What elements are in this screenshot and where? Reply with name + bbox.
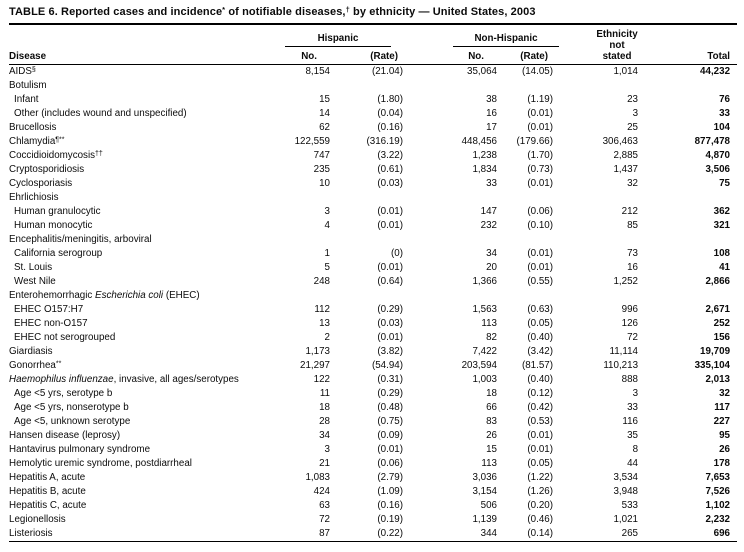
- disease-name-cell: Age <5 yrs, nonserotype b: [14, 402, 129, 413]
- disease-row: [9, 93, 737, 107]
- disease-row: [9, 373, 737, 387]
- table-body: [9, 65, 737, 542]
- ethnicity-not-stated-cell: 116: [622, 416, 639, 427]
- hispanic-rate-cell: (0.09): [377, 430, 403, 441]
- disease-row: [9, 107, 737, 121]
- hispanic-rate-cell: (0.29): [377, 388, 403, 399]
- disease-name-cell: Gonorrhea**: [9, 360, 62, 371]
- ethnicity-header-line-3: stated: [602, 51, 632, 62]
- nonhispanic-rate-cell: (0.01): [527, 444, 554, 455]
- hispanic-no-header: No.: [259, 47, 330, 65]
- total-cell: 321: [713, 220, 731, 231]
- disease-group-row: [9, 79, 737, 93]
- disease-name-cell: Human granulocytic: [14, 206, 101, 217]
- table-title: TABLE 6. Reported cases and incidence* of notifiable diseases,† by ethnicity — United States, 2003: [9, 5, 737, 25]
- disease-name-cell: Hepatitis A, acute: [9, 472, 86, 483]
- hispanic-rate-cell: (0.64): [377, 276, 403, 287]
- hispanic-rate-cell: (0.01): [377, 332, 403, 343]
- total-cell: 4,870: [705, 150, 731, 161]
- hispanic-no-cell: 2: [324, 332, 330, 343]
- ethnicity-not-stated-cell: 35: [627, 430, 639, 441]
- hispanic-rate-cell: (2.79): [377, 472, 403, 483]
- hispanic-rate-cell: (0.16): [377, 122, 403, 133]
- nonhispanic-rate-cell: (0.53): [527, 416, 554, 427]
- hispanic-no-cell: 424: [313, 486, 330, 497]
- disease-name-cell: Chlamydia¶**: [9, 136, 65, 147]
- disease-name-cell: Other (includes wound and unspecified): [14, 108, 187, 119]
- disease-row: [9, 331, 737, 345]
- nonhispanic-no-cell: 1,834: [472, 164, 497, 175]
- disease-name-cell: St. Louis: [14, 262, 53, 273]
- non-hispanic-rate-header: (Rate): [497, 47, 553, 65]
- nonhispanic-no-cell: 66: [486, 402, 497, 413]
- hispanic-no-cell: [259, 79, 330, 93]
- total-cell: 1,102: [705, 500, 731, 511]
- total-cell: 2,013: [705, 374, 731, 385]
- hispanic-rate-cell: [330, 233, 403, 247]
- disease-row: [9, 415, 737, 429]
- hispanic-rate-cell: (0.22): [377, 528, 403, 539]
- hispanic-no-cell: 28: [319, 416, 330, 427]
- hispanic-rate-cell: (0.19): [377, 514, 403, 525]
- hispanic-rate-cell: (1.09): [377, 486, 403, 497]
- hispanic-no-cell: 1: [324, 248, 330, 259]
- total-cell: 227: [713, 416, 731, 427]
- total-cell: 7,653: [705, 472, 731, 483]
- disease-name-cell: Giardiasis: [9, 346, 53, 357]
- nonhispanic-rate-cell: (0.20): [527, 500, 554, 511]
- nonhispanic-rate-cell: (179.66): [516, 136, 554, 147]
- hispanic-no-cell: 122: [313, 374, 330, 385]
- ethnicity-not-stated-cell: 3: [632, 108, 639, 119]
- hispanic-rate-cell: (54.94): [371, 360, 403, 371]
- hispanic-no-cell: 1,083: [305, 472, 330, 483]
- nonhispanic-no-cell: 3,036: [472, 472, 497, 483]
- total-cell: 19,709: [700, 346, 731, 357]
- nonhispanic-no-cell: 113: [481, 458, 497, 469]
- total-cell: 696: [713, 528, 731, 539]
- hispanic-no-cell: 72: [319, 514, 330, 525]
- nonhispanic-rate-cell: (0.63): [527, 304, 554, 315]
- hispanic-rate-cell: (1.80): [377, 94, 403, 105]
- ethnicity-not-stated-cell: 3,948: [613, 486, 639, 497]
- nonhispanic-rate-cell: (0.01): [527, 108, 554, 119]
- disease-name-cell: Ehrlichiosis: [9, 192, 59, 203]
- nonhispanic-no-cell: 17: [486, 122, 497, 133]
- disease-row: [9, 135, 737, 149]
- ethnicity-not-stated-cell: 25: [627, 122, 639, 133]
- ethnicity-not-stated-cell: 73: [627, 248, 639, 259]
- hispanic-no-cell: 235: [313, 164, 330, 175]
- hispanic-rate-cell: (0): [391, 248, 403, 259]
- total-cell: [645, 191, 737, 205]
- disease-name-cell: Infant: [14, 94, 39, 105]
- ethnicity-not-stated-cell: 888: [621, 374, 639, 385]
- disease-name-cell: Hantavirus pulmonary syndrome: [9, 444, 151, 455]
- disease-name-cell: Encephalitis/meningitis, arboviral: [9, 234, 152, 245]
- nonhispanic-no-cell: 7,422: [472, 346, 497, 357]
- total-cell: 2,671: [705, 304, 731, 315]
- nonhispanic-rate-cell: (0.73): [527, 164, 554, 175]
- disease-row: [9, 345, 737, 359]
- nonhispanic-rate-cell: (0.01): [527, 122, 554, 133]
- nonhispanic-no-cell: [403, 191, 497, 205]
- nonhispanic-no-cell: 34: [486, 248, 497, 259]
- nonhispanic-rate-cell: (0.05): [527, 458, 554, 469]
- disease-name-cell: Hansen disease (leprosy): [9, 430, 121, 441]
- disease-group-row: [9, 289, 737, 303]
- hispanic-no-cell: 62: [319, 122, 330, 133]
- nonhispanic-rate-cell: [497, 289, 553, 303]
- hispanic-no-cell: 248: [313, 276, 330, 287]
- ethnicity-not-stated-cell: 126: [621, 318, 639, 329]
- nonhispanic-rate-cell: (0.14): [527, 528, 554, 539]
- disease-row: [9, 499, 737, 513]
- nonhispanic-no-cell: 1,238: [472, 150, 497, 161]
- nonhispanic-no-cell: 16: [486, 108, 497, 119]
- hispanic-rate-cell: [330, 191, 403, 205]
- hispanic-group-header: Hispanic: [285, 33, 391, 47]
- nonhispanic-no-cell: 26: [486, 430, 497, 441]
- hispanic-rate-cell: (0.06): [377, 458, 403, 469]
- total-cell: [645, 233, 737, 247]
- total-cell: 32: [719, 388, 731, 399]
- disease-name-cell: EHEC not serogrouped: [14, 332, 116, 343]
- total-cell: 33: [719, 108, 731, 119]
- table-header: [9, 25, 737, 65]
- disease-row: [9, 513, 737, 527]
- nonhispanic-no-cell: 1,563: [472, 304, 497, 315]
- disease-column-header: Disease: [9, 25, 259, 65]
- hispanic-no-cell: 13: [319, 318, 330, 329]
- ethnicity-not-stated-cell: [553, 191, 645, 205]
- nonhispanic-rate-cell: [497, 79, 553, 93]
- hispanic-rate-cell: (316.19): [366, 136, 403, 147]
- nonhispanic-no-cell: 113: [481, 318, 497, 329]
- nonhispanic-rate-cell: (14.05): [521, 66, 554, 77]
- ethnicity-not-stated-cell: 2,885: [613, 150, 639, 161]
- hispanic-no-cell: 34: [319, 430, 330, 441]
- disease-row: [9, 527, 737, 542]
- hispanic-rate-cell: (0.01): [377, 220, 403, 231]
- nonhispanic-rate-cell: (0.01): [527, 178, 554, 189]
- nonhispanic-no-cell: 232: [480, 220, 497, 231]
- ethnicity-not-stated-cell: 72: [627, 332, 639, 343]
- hispanic-no-cell: 63: [319, 500, 330, 511]
- disease-name-cell: Cryptosporidiosis: [9, 164, 85, 175]
- nonhispanic-no-cell: 35,064: [467, 66, 497, 77]
- disease-row: [9, 443, 737, 457]
- hispanic-no-cell: 112: [314, 304, 330, 315]
- ethnicity-header-line-2: not: [609, 40, 625, 51]
- disease-row: [9, 317, 737, 331]
- disease-name-cell: Haemophilus influenzae, invasive, all ages/serotypes: [9, 374, 239, 385]
- disease-row: [9, 121, 737, 135]
- hispanic-rate-cell: [330, 289, 403, 303]
- ethnicity-not-stated-cell: [553, 79, 645, 93]
- hispanic-no-cell: 3: [324, 206, 330, 217]
- disease-row: [9, 359, 737, 373]
- disease-name-cell: Age <5, unknown serotype: [14, 416, 131, 427]
- disease-name-cell: Legionellosis: [9, 514, 66, 525]
- ethnicity-not-stated-cell: 996: [621, 304, 639, 315]
- total-cell: 156: [713, 332, 731, 343]
- hispanic-rate-cell: (3.82): [377, 346, 403, 357]
- nonhispanic-no-cell: 82: [486, 332, 497, 343]
- hispanic-no-cell: 5: [324, 262, 330, 273]
- hispanic-rate-cell: [330, 79, 403, 93]
- nonhispanic-rate-cell: [497, 191, 553, 205]
- hispanic-rate-cell: (0.01): [377, 206, 403, 217]
- nonhispanic-rate-cell: (0.01): [527, 248, 554, 259]
- ethnicity-header-line-1: Ethnicity: [596, 29, 638, 40]
- disease-name-cell: Cyclosporiasis: [9, 178, 73, 189]
- hispanic-no-cell: [259, 289, 330, 303]
- total-cell: 2,232: [705, 514, 731, 525]
- ethnicity-not-stated-cell: 1,437: [613, 164, 639, 175]
- hispanic-rate-cell: (0.01): [377, 262, 403, 273]
- hispanic-no-cell: 18: [319, 402, 330, 413]
- disease-row: [9, 219, 737, 233]
- disease-name-cell: Age <5 yrs, serotype b: [14, 388, 113, 399]
- nonhispanic-rate-cell: (0.06): [527, 206, 554, 217]
- hispanic-rate-cell: (0.03): [377, 318, 403, 329]
- hispanic-rate-cell: (3.22): [377, 150, 403, 161]
- total-cell: 362: [713, 206, 731, 217]
- nonhispanic-no-cell: 83: [486, 416, 497, 427]
- total-cell: 7,526: [705, 486, 731, 497]
- nonhispanic-no-cell: [403, 79, 497, 93]
- disease-name-cell: EHEC non-O157: [14, 318, 88, 329]
- ethnicity-not-stated-cell: [553, 233, 645, 247]
- total-cell: 3,506: [705, 164, 731, 175]
- disease-row: [9, 401, 737, 415]
- nonhispanic-no-cell: 33: [486, 178, 497, 189]
- disease-group-row: [9, 191, 737, 205]
- disease-name-cell: West Nile: [14, 276, 56, 287]
- notifiable-diseases-table: [9, 25, 737, 542]
- hispanic-rate-cell: (0.31): [377, 374, 403, 385]
- hispanic-no-cell: 4: [324, 220, 330, 231]
- ethnicity-not-stated-cell: 8: [632, 444, 639, 455]
- disease-name-cell: Hepatitis C, acute: [9, 500, 87, 511]
- hispanic-no-cell: 15: [319, 94, 330, 105]
- hispanic-no-cell: 10: [319, 178, 330, 189]
- ethnicity-not-stated-cell: 3,534: [613, 472, 639, 483]
- disease-row: [9, 247, 737, 261]
- disease-name-cell: Hepatitis B, acute: [9, 486, 86, 497]
- hispanic-rate-cell: (0.03): [377, 178, 403, 189]
- ethnicity-not-stated-cell: 1,252: [613, 276, 639, 287]
- disease-row: [9, 429, 737, 443]
- nonhispanic-no-cell: 38: [486, 94, 497, 105]
- disease-name-cell: Coccidioidomycosis††: [9, 150, 103, 161]
- nonhispanic-no-cell: 1,366: [472, 276, 497, 287]
- nonhispanic-no-cell: [403, 233, 497, 247]
- ethnicity-not-stated-cell: 533: [621, 500, 639, 511]
- nonhispanic-rate-cell: (0.42): [527, 402, 554, 413]
- hispanic-rate-cell: (0.48): [377, 402, 403, 413]
- nonhispanic-rate-cell: (1.19): [527, 94, 554, 105]
- total-cell: 26: [719, 444, 731, 455]
- disease-row: [9, 485, 737, 499]
- hispanic-rate-cell: (0.04): [377, 108, 403, 119]
- ethnicity-not-stated-cell: 85: [627, 220, 639, 231]
- hispanic-no-cell: 21: [319, 458, 330, 469]
- nonhispanic-rate-cell: (1.70): [527, 150, 554, 161]
- disease-row: [9, 275, 737, 289]
- hispanic-no-cell: 21,297: [300, 360, 330, 371]
- disease-name-cell: Listeriosis: [9, 528, 53, 539]
- total-cell: [645, 79, 737, 93]
- total-cell: 252: [713, 318, 731, 329]
- nonhispanic-rate-cell: (0.05): [527, 318, 554, 329]
- disease-name-cell: Brucellosis: [9, 122, 57, 133]
- nonhispanic-no-cell: 1,003: [472, 374, 497, 385]
- disease-name-cell: Human monocytic: [14, 220, 93, 231]
- hispanic-rate-cell: (0.29): [377, 304, 403, 315]
- ethnicity-not-stated-cell: 32: [627, 178, 639, 189]
- nonhispanic-no-cell: 448,456: [461, 136, 497, 147]
- ethnicity-not-stated-cell: 1,014: [613, 66, 639, 77]
- hispanic-no-cell: 747: [313, 150, 330, 161]
- disease-row: [9, 205, 737, 219]
- nonhispanic-no-cell: 20: [486, 262, 497, 273]
- nonhispanic-rate-cell: [497, 233, 553, 247]
- nonhispanic-rate-cell: (81.57): [521, 360, 554, 371]
- disease-row: [9, 457, 737, 471]
- total-column-header: Total: [645, 25, 737, 65]
- total-cell: 335,104: [694, 360, 731, 371]
- total-cell: 108: [713, 248, 731, 259]
- nonhispanic-rate-cell: (0.55): [527, 276, 554, 287]
- hispanic-no-cell: 14: [319, 108, 330, 119]
- nonhispanic-rate-cell: (0.46): [527, 514, 554, 525]
- ethnicity-not-stated-cell: 16: [627, 262, 639, 273]
- nonhispanic-no-cell: 506: [480, 500, 497, 511]
- ethnicity-not-stated-cell: 306,463: [602, 136, 639, 147]
- total-cell: 877,478: [694, 136, 731, 147]
- nonhispanic-no-cell: 1,139: [472, 514, 497, 525]
- hispanic-rate-cell: (0.61): [377, 164, 403, 175]
- ethnicity-not-stated-cell: 265: [621, 528, 639, 539]
- disease-row: [9, 303, 737, 317]
- hispanic-rate-header: (Rate): [330, 47, 403, 65]
- nonhispanic-no-cell: 147: [480, 206, 497, 217]
- total-cell: 44,232: [700, 66, 731, 77]
- hispanic-rate-cell: (21.04): [371, 66, 403, 77]
- nonhispanic-rate-cell: (1.26): [527, 486, 554, 497]
- hispanic-no-cell: 87: [319, 528, 330, 539]
- disease-row: [9, 177, 737, 191]
- nonhispanic-no-cell: [403, 289, 497, 303]
- disease-group-row: [9, 233, 737, 247]
- nonhispanic-rate-cell: (3.42): [527, 346, 554, 357]
- non-hispanic-no-header: No.: [403, 47, 497, 65]
- hispanic-no-cell: 11: [319, 388, 330, 399]
- total-cell: 75: [719, 178, 731, 189]
- total-cell: 2,866: [705, 276, 731, 287]
- nonhispanic-rate-cell: (0.01): [527, 430, 554, 441]
- ethnicity-not-stated-cell: 44: [627, 458, 639, 469]
- disease-name-cell: Hemolytic uremic syndrome, postdiarrheal: [9, 458, 192, 469]
- disease-name-cell: AIDS§: [9, 66, 36, 77]
- disease-name-cell: California serogroup: [14, 248, 103, 259]
- nonhispanic-no-cell: 344: [480, 528, 497, 539]
- disease-name-cell: Enterohemorrhagic Escherichia coli (EHEC): [9, 290, 200, 301]
- nonhispanic-rate-cell: (0.12): [527, 388, 554, 399]
- nonhispanic-rate-cell: (0.10): [527, 220, 554, 231]
- total-cell: 104: [713, 122, 731, 133]
- hispanic-no-cell: 122,559: [294, 136, 330, 147]
- ethnicity-not-stated-cell: 33: [627, 402, 639, 413]
- disease-row: [9, 163, 737, 177]
- hispanic-rate-cell: (0.75): [377, 416, 403, 427]
- disease-row: [9, 261, 737, 275]
- ethnicity-not-stated-cell: 23: [627, 94, 639, 105]
- total-cell: 76: [719, 94, 731, 105]
- total-cell: 41: [719, 262, 731, 273]
- non-hispanic-group-header-cell: [403, 25, 553, 47]
- ethnicity-not-stated-cell: 1,021: [613, 514, 639, 525]
- total-cell: [645, 289, 737, 303]
- disease-row: [9, 471, 737, 485]
- nonhispanic-rate-cell: (0.40): [527, 374, 554, 385]
- ethnicity-not-stated-cell: 3: [632, 388, 639, 399]
- hispanic-no-cell: [259, 191, 330, 205]
- nonhispanic-no-cell: 203,594: [461, 360, 497, 371]
- nonhispanic-no-cell: 3,154: [472, 486, 497, 497]
- ethnicity-not-stated-column-header: [553, 25, 645, 65]
- disease-row: [9, 387, 737, 401]
- total-cell: 95: [719, 430, 731, 441]
- hispanic-rate-cell: (0.01): [377, 444, 403, 455]
- disease-row: [9, 149, 737, 163]
- hispanic-no-cell: 3: [324, 444, 330, 455]
- ethnicity-not-stated-cell: 212: [621, 206, 639, 217]
- ethnicity-not-stated-cell: [553, 289, 645, 303]
- hispanic-rate-cell: (0.16): [377, 500, 403, 511]
- disease-name-cell: Botulism: [9, 80, 47, 91]
- total-cell: 178: [713, 458, 731, 469]
- hispanic-no-cell: 8,154: [305, 66, 330, 77]
- ethnicity-not-stated-cell: 11,114: [609, 346, 639, 357]
- header-group-row: [9, 25, 737, 47]
- ethnicity-not-stated-cell: 110,213: [603, 360, 639, 371]
- total-cell: 117: [714, 402, 731, 413]
- disease-name-cell: EHEC O157:H7: [14, 304, 84, 315]
- nonhispanic-rate-cell: (0.01): [527, 262, 554, 273]
- hispanic-group-header-cell: [259, 25, 403, 47]
- hispanic-no-cell: [259, 233, 330, 247]
- disease-row: [9, 65, 737, 80]
- nonhispanic-no-cell: 18: [486, 388, 497, 399]
- nonhispanic-rate-cell: (0.40): [527, 332, 554, 343]
- hispanic-no-cell: 1,173: [305, 346, 330, 357]
- nonhispanic-rate-cell: (1.22): [527, 472, 554, 483]
- non-hispanic-group-header: Non-Hispanic: [453, 33, 559, 47]
- nonhispanic-no-cell: 15: [486, 444, 497, 455]
